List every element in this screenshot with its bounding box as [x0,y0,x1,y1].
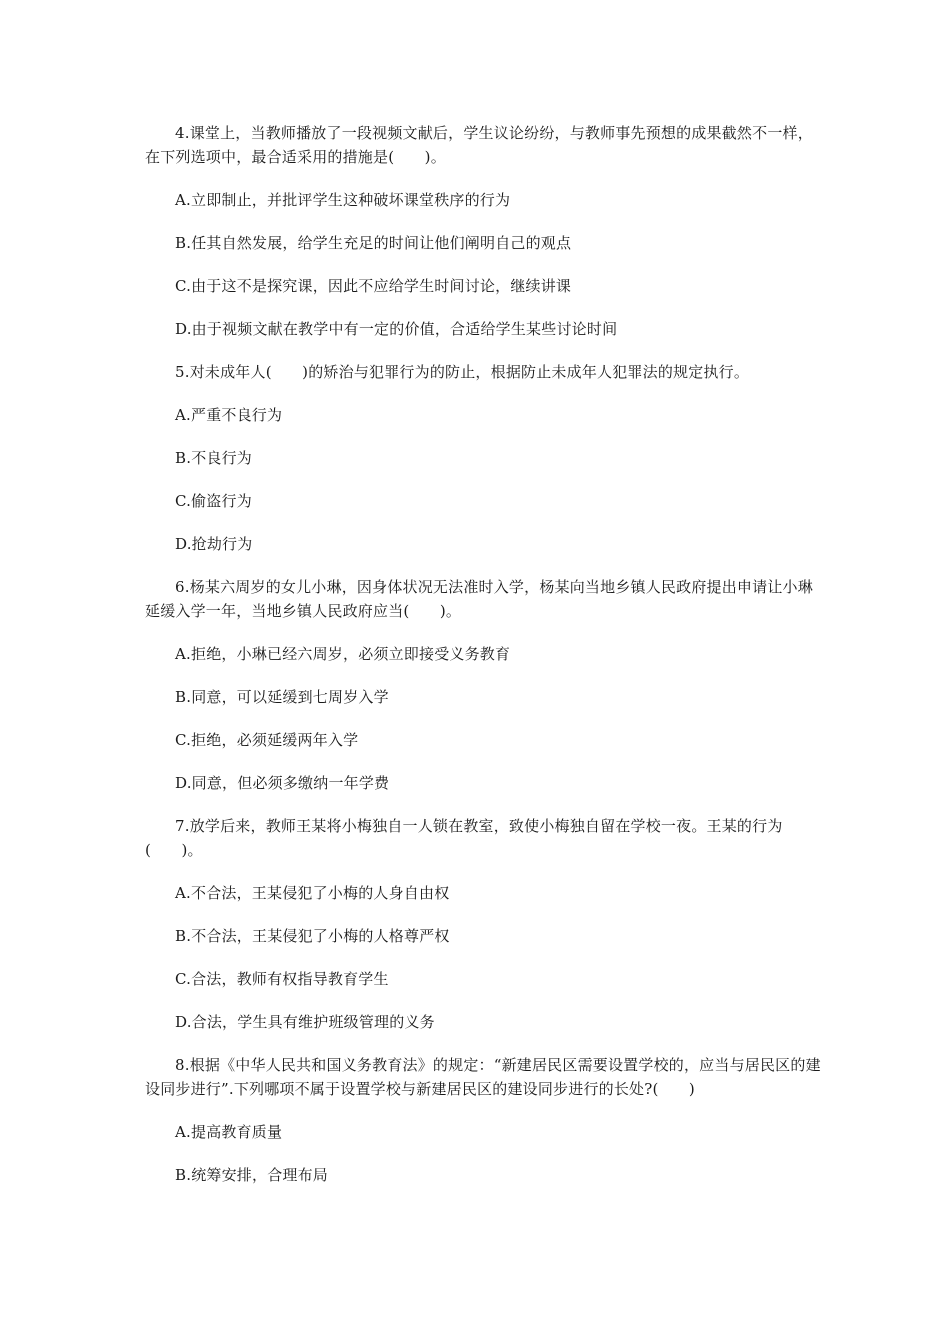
question-6-option-a: A.拒绝，小琳已经六周岁，必须立即接受义务教育 [175,645,511,663]
question-6-option-d: D.同意，但必须多缴纳一年学费 [175,774,390,792]
question-7-option-b: B.不合法，王某侵犯了小梅的人格尊严权 [175,927,450,945]
question-4-option-b: B.任其自然发展，给学生充足的时间让他们阐明自己的观点 [175,234,572,252]
question-6-option-c: C.拒绝，必须延缓两年入学 [175,731,359,749]
question-5-option-d: D.抢劫行为 [175,535,253,553]
question-4-stem: 4.课堂上，当教师播放了一段视频文献后，学生议论纷纷，与教师事先预想的成果截然不一样，在下列选项中，最合适采用的措施是( )。 [145,124,813,166]
question-4-option-c: C.由于这不是探究课，因此不应给学生时间讨论，继续讲课 [175,277,572,295]
question-7-option-a: A.不合法，王某侵犯了小梅的人身自由权 [175,884,450,902]
question-8-stem: 8.根据《中华人民共和国义务教育法》的规定：“新建居民区需要设置学校的，应当与居民区的建设同步进行”.下列哪项不属于设置学校与新建居民区的建设同步进行的长处?( ) [145,1056,821,1098]
question-5-stem: 5.对未成年人( )的矫治与犯罪行为的防止，根据防止未成年人犯罪法的规定执行。 [175,363,750,381]
question-5-option-a: A.严重不良行为 [175,406,283,424]
question-7-option-d: D.合法，学生具有维护班级管理的义务 [175,1013,435,1031]
question-6-stem: 6.杨某六周岁的女儿小琳，因身体状况无法准时入学，杨某向当地乡镇人民政府提出申请让小琳延缓入学一年，当地乡镇人民政府应当( )。 [145,578,813,620]
question-7-option-c: C.合法，教师有权指导教育学生 [175,970,389,988]
question-5-option-b: B.不良行为 [175,449,252,467]
question-4-option-d: D.由于视频文献在教学中有一定的价值，合适给学生某些讨论时间 [175,320,618,338]
question-5-option-c: C.偷盗行为 [175,492,252,510]
question-4-option-a: A.立即制止，并批评学生这种破坏课堂秩序的行为 [175,191,511,209]
question-8-option-b: B.统筹安排，合理布局 [175,1166,328,1184]
question-7-stem: 7.放学后来，教师王某将小梅独自一人锁在教室，致使小梅独自留在学校一夜。王某的行为( )。 [145,817,783,859]
question-6-option-b: B.同意，可以延缓到七周岁入学 [175,688,389,706]
question-8-option-a: A.提高教育质量 [175,1123,283,1141]
document-body [145,121,825,1206]
